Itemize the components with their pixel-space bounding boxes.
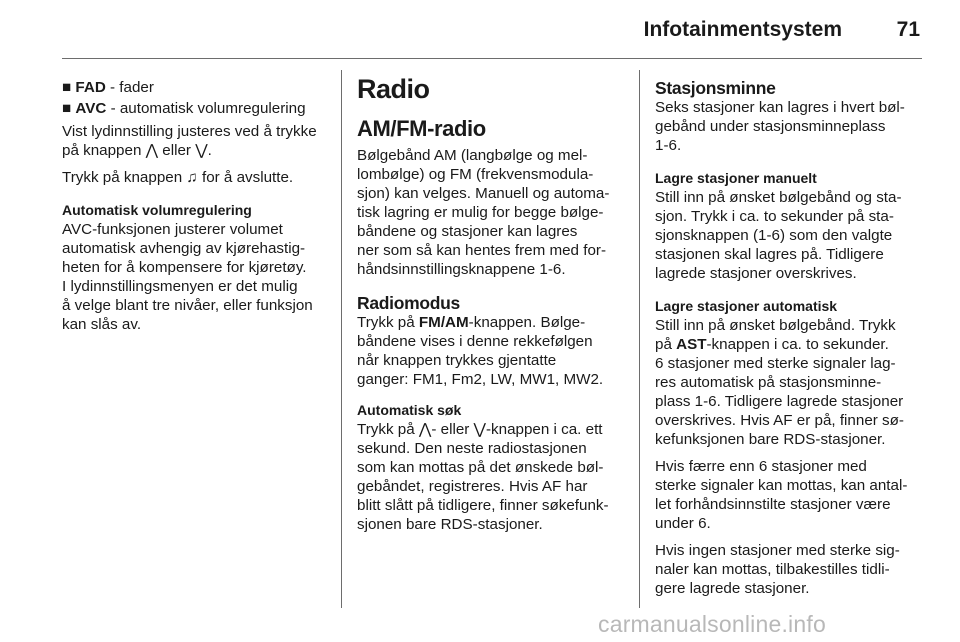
heading-avc: Automatisk volumregulering <box>62 202 252 218</box>
paragraph-radiomodus <box>357 313 632 389</box>
text-line: Trykk på FM/AM-knappen. Bølge- <box>357 314 586 331</box>
text-line: Bølgebånd AM (langbølge og mel- <box>357 147 588 164</box>
bullet-marker: ■ <box>62 100 76 117</box>
text-line: Vist lydinnstilling justeres ved å trykke <box>62 123 317 140</box>
text-line: sekund. Den neste radiostasjonen <box>357 440 587 457</box>
watermark: carmanualsonline.info <box>598 611 826 637</box>
text-line: på knappen ⋀ eller ⋁. <box>62 142 212 159</box>
text-line: 1-6. <box>655 137 682 154</box>
text-line: kan slås av. <box>62 316 142 333</box>
text-line: stasjonen skal lagres på. Tidligere <box>655 246 884 263</box>
text-line: Trykk på ⋀- eller ⋁-knappen i ca. ett <box>357 421 603 438</box>
column-1 <box>62 78 334 342</box>
paragraph-ingen <box>655 541 930 598</box>
avc-text: - automatisk volumregulering <box>106 100 306 117</box>
heading-autosok: Automatisk søk <box>357 402 462 418</box>
text-line: naler kan mottas, tilbakestilles tidli- <box>655 561 890 578</box>
text-line: heten for å kompensere for kjøretøy. <box>62 259 307 276</box>
bullet-avc <box>62 99 334 118</box>
text-line: gere lagrede stasjoner. <box>655 580 810 597</box>
text-line: tisk lagring er mulig for begge bølge- <box>357 204 604 221</box>
text-line: automatisk avhengig av kjørehastig- <box>62 240 306 257</box>
text-line: overskrives. Hvis AF er på, finner sø- <box>655 412 904 429</box>
avc-term: AVC <box>75 100 107 117</box>
heading-radio: Radio <box>357 74 430 104</box>
text-line: 6 stasjoner med sterke signaler lag- <box>655 355 896 372</box>
paragraph-faerre <box>655 457 930 533</box>
text-line: res automatisk på stasjonsminne- <box>655 374 882 391</box>
text-line: Still inn på ønsket bølgebånd. Trykk <box>655 317 896 334</box>
bullet-marker: ■ <box>62 79 76 96</box>
text-line: Still inn på ønsket bølgebånd og sta- <box>655 189 902 206</box>
paragraph-exit: Trykk på knappen ♫ for å avslutte. <box>62 169 294 186</box>
text-line: håndsinnstillingsknappene 1-6. <box>357 261 566 278</box>
paragraph-avc <box>62 220 334 334</box>
text-line: Hvis ingen stasjoner med sterke sig- <box>655 542 900 559</box>
paragraph-manuelt <box>655 188 930 283</box>
text-line: ner som så kan hentes frem med for- <box>357 242 607 259</box>
text-line: Hvis færre enn 6 stasjoner med <box>655 458 867 475</box>
text-line: gebånd under stasjonsminneplass <box>655 118 886 135</box>
paragraph-amfm <box>357 146 632 279</box>
heading-manuelt: Lagre stasjoner manuelt <box>655 170 817 186</box>
heading-stasjonsminne: Stasjonsminne <box>655 78 776 98</box>
column-2 <box>357 74 632 542</box>
text-line: sjonsknappen (1-6) som den valgte <box>655 227 893 244</box>
text-line: lombølge) og FM (frekvensmodula- <box>357 166 594 183</box>
text-line: når knappen trykkes gjentatte <box>357 352 557 369</box>
column-3 <box>655 78 930 606</box>
text-line: AVC-funksjonen justerer volumet <box>62 221 283 238</box>
text-line: på AST-knappen i ca. to sekunder. <box>655 336 889 353</box>
text-line: som kan mottas på det ønskede bøl- <box>357 459 604 476</box>
text-line: sjon) kan velges. Manuell og automa- <box>357 185 610 202</box>
text-line: sjon. Trykk i ca. to sekunder på sta- <box>655 208 894 225</box>
column-divider-left <box>341 70 342 608</box>
page-number: 71 <box>896 18 920 41</box>
paragraph-adjust <box>62 122 334 160</box>
text-line: lagrede stasjoner overskrives. <box>655 265 857 282</box>
text-line: let forhåndsinnstilte stasjoner være <box>655 496 891 513</box>
fad-text: - fader <box>105 79 154 96</box>
text-line: plass 1-6. Tidligere lagrede stasjoner <box>655 393 904 410</box>
text-line: kefunksjonen bare RDS-stasjoner. <box>655 431 886 448</box>
text-line: gebåndet, registreres. Hvis AF har <box>357 478 588 495</box>
text-line: båndene og stasjoner kan lagres <box>357 223 578 240</box>
text-line: blitt slått på tidligere, finner søkefunk- <box>357 497 609 514</box>
text-line: båndene vises i denne rekkefølgen <box>357 333 593 350</box>
heading-automatisk: Lagre stasjoner automatisk <box>655 298 838 314</box>
paragraph-automatisk <box>655 316 930 449</box>
header-rule <box>62 58 922 59</box>
text-line: I lydinnstillingsmenyen er det mulig <box>62 278 298 295</box>
text-line: under 6. <box>655 515 711 532</box>
text-line: ganger: FM1, Fm2, LW, MW1, MW2. <box>357 371 604 388</box>
header-title: Infotainmentsystem <box>643 18 842 41</box>
paragraph-autosok <box>357 420 632 534</box>
ast-term: AST <box>676 336 707 353</box>
text-line: sterke signaler kan mottas, kan antal- <box>655 477 908 494</box>
paragraph-stasjonsminne <box>655 98 930 155</box>
text-line: sjonen bare RDS-stasjoner. <box>357 516 543 533</box>
text-line: Seks stasjoner kan lagres i hvert bøl- <box>655 99 905 116</box>
text-line: å velge blant tre nivåer, eller funksjon <box>62 297 313 314</box>
fmam-term: FM/AM <box>418 314 469 331</box>
heading-radiomodus: Radiomodus <box>357 293 460 313</box>
column-divider-right <box>639 70 640 608</box>
heading-amfm: AM/FM-radio <box>357 116 486 141</box>
bullet-fad <box>62 78 334 97</box>
fad-term: FAD <box>75 79 106 96</box>
